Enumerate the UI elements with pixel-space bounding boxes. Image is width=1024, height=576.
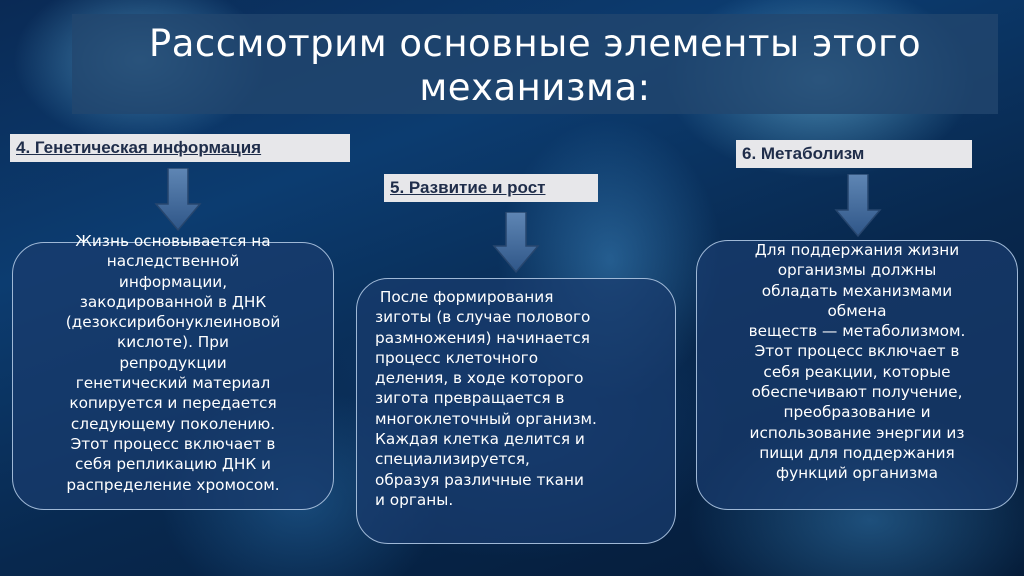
development-growth-text [375, 287, 671, 510]
arrow-down-icon [154, 168, 202, 232]
text-line: образуя различные ткани [375, 470, 584, 489]
text-line: копируется и передается [69, 394, 277, 413]
text-line: себя реакции, которые [763, 362, 951, 381]
text-line: зигота превращается в [375, 389, 565, 408]
text-line: и органы. [375, 490, 454, 509]
text-line: многоклеточный организм. [375, 409, 597, 428]
heading-development-growth-label: 5. Развитие и рост [390, 178, 546, 197]
text-line: кислоте). При [117, 333, 229, 352]
text-line: функций организма [776, 464, 938, 483]
heading-metabolism-label: 6. Метаболизм [742, 144, 865, 163]
heading-development-growth [384, 174, 598, 202]
text-line: закодированной в ДНК [79, 292, 267, 311]
text-line: Этот процесс включает в [70, 434, 276, 453]
text-line: обмена [827, 301, 887, 320]
text-line: генетический материал [75, 374, 271, 393]
text-line: преобразование и [783, 403, 931, 422]
text-line: организмы должны [777, 261, 937, 280]
text-line: деления, в ходе которого [375, 369, 584, 388]
text-line: После формирования [375, 288, 554, 306]
text-line: специализируется, [375, 450, 530, 469]
title-line-1: Рассмотрим основные элементы этого [148, 22, 922, 65]
title-line-2: механизма: [419, 66, 651, 109]
text-line: репродукции [119, 353, 227, 372]
arrow-down-icon [834, 174, 882, 238]
text-line: Каждая клетка делится и [375, 430, 585, 449]
text-line: зиготы (в случае полового [375, 308, 591, 327]
text-line: (дезоксирибонуклеиновой [65, 313, 281, 332]
arrow-down-icon [492, 212, 540, 274]
text-line: информации, [118, 272, 228, 291]
text-line: размножения) начинается [375, 328, 590, 347]
text-line: следующему поколению. [70, 414, 276, 433]
heading-genetic-information-label: 4. Генетическая информация [16, 138, 262, 157]
text-line: Этот процесс включает в [754, 342, 960, 361]
text-line: веществ — метаболизмом. [748, 322, 966, 341]
slide-title [72, 14, 998, 114]
text-line: пищи для поддержания [759, 443, 955, 462]
heading-metabolism [736, 140, 972, 168]
text-line: использование энергии из [749, 423, 965, 442]
genetic-information-text [10, 231, 336, 495]
text-line: обеспечивают получение, [751, 383, 963, 402]
metabolism-text [704, 240, 1010, 484]
text-line: процесс клеточного [375, 348, 539, 367]
heading-genetic-information [10, 134, 350, 162]
text-line: распределение хромосом. [66, 475, 280, 494]
text-line: наследственной [106, 252, 240, 271]
text-line: обладать механизмами [761, 281, 953, 300]
text-line: Для поддержания жизни [754, 241, 960, 259]
text-line: себя репликацию ДНК и [75, 455, 271, 474]
text-line: Жизнь основывается на [75, 232, 271, 250]
